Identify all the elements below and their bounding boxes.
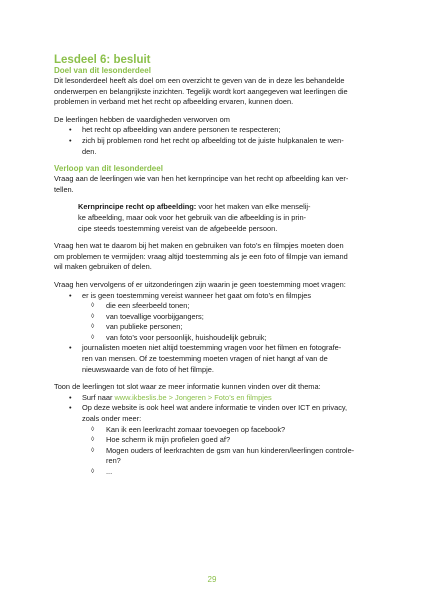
skills-list bbox=[54, 125, 372, 157]
exception-text: journalisten moeten niet altijd toestemming vragen voor het filmen en fotografe- bbox=[82, 343, 342, 353]
skill-text: zich bij problemen rond het recht op afbeelding tot de juiste hulpkanalen te wen- bbox=[82, 135, 344, 145]
info-intro: Toon de leerlingen tot slot waar ze meer informatie kunnen vinden over dit thema: bbox=[54, 382, 321, 392]
skill-text: het recht op afbeelding van andere personen te respecteren; bbox=[82, 125, 281, 135]
sub-item-text: ren? bbox=[106, 456, 121, 466]
bullet-icon: • bbox=[69, 135, 72, 145]
exception-text: nieuwswaarde van de foto of het filmpje. bbox=[82, 364, 214, 374]
exception-item bbox=[54, 291, 372, 302]
text-line: Dit lesonderdeel heeft als doel om een overzicht te geven van de in deze les behandelde bbox=[54, 76, 345, 85]
bullet-icon: • bbox=[69, 403, 72, 413]
text-line: om problemen te vermijden: vraag altijd toestemming als je een foto of filmpje van iemand bbox=[54, 251, 348, 261]
diamond-bullet-icon: ◊ bbox=[91, 323, 95, 331]
principle-text: voor het maken van elke menselij- bbox=[196, 202, 311, 212]
diamond-bullet-icon: ◊ bbox=[91, 333, 95, 341]
sub-item-text: Hoe scherm ik mijn profielen goed af? bbox=[106, 435, 231, 445]
bullet-icon: • bbox=[69, 125, 72, 135]
text-line: wil maken gebruiken of delen. bbox=[54, 262, 152, 272]
ikbeslis-link[interactable]: www.ikbeslis.be > Jongeren > Foto’s en filmpjes bbox=[114, 392, 272, 402]
bullet-icon: • bbox=[69, 392, 72, 402]
sub-item-text: Kan ik een leerkracht zomaar toevoegen op facebook? bbox=[106, 424, 286, 434]
exception-sublist bbox=[54, 301, 372, 343]
info-text: Op deze website is ook heel wat andere informatie te vinden over ICT en privacy, bbox=[82, 403, 348, 413]
info-item bbox=[54, 403, 372, 424]
website-sublist bbox=[54, 425, 372, 478]
section-heading-procedure: Verloop van dit lesonderdeel bbox=[54, 164, 163, 174]
text-line: onderwerpen en belangrijkste inzichten. Tegelijk wordt kort aangegeven wat leerlingen die bbox=[54, 86, 348, 96]
info-text: zoals onder meer: bbox=[82, 414, 142, 424]
sub-item bbox=[54, 301, 372, 312]
bullet-icon: • bbox=[69, 343, 72, 353]
principle-line bbox=[78, 202, 342, 213]
skill-item bbox=[54, 136, 372, 157]
skills-intro: De leerlingen hebben de vaardigheden verworven om bbox=[54, 114, 230, 124]
sub-item bbox=[54, 322, 372, 333]
text-line: tellen. bbox=[54, 184, 74, 194]
question-paragraph bbox=[54, 174, 372, 195]
diamond-bullet-icon: ◊ bbox=[91, 312, 95, 320]
principle-line: cipe steeds toestemming vereist van de afgebeelde persoon. bbox=[78, 223, 278, 233]
sub-item-text: van publieke personen; bbox=[106, 322, 183, 332]
sub-item bbox=[54, 333, 372, 344]
sub-item-text: ... bbox=[106, 467, 113, 476]
sub-item-text: die een sfeerbeeld tonen; bbox=[106, 301, 190, 311]
text-line: Vraag hen wat te daarom bij het maken en gebruiken van foto’s en filmpjes moeten doen bbox=[54, 241, 344, 251]
info-item bbox=[54, 393, 372, 404]
sub-item bbox=[54, 425, 372, 436]
consent-paragraph bbox=[54, 241, 372, 273]
principle-label: Kernprincipe recht op afbeelding: bbox=[78, 202, 197, 212]
sub-item-text: Mogen ouders of leerkrachten de gsm van hun kinderen/leerlingen controle- bbox=[106, 445, 355, 455]
diamond-bullet-icon: ◊ bbox=[91, 425, 95, 433]
sub-item bbox=[54, 467, 372, 478]
exceptions-intro: Vraag hen vervolgens of er uitzonderingen zijn waarin je geen toestemming moet vragen: bbox=[54, 279, 346, 289]
section-heading-goal: Doel van dit lesonderdeel bbox=[54, 66, 151, 75]
diamond-bullet-icon: ◊ bbox=[91, 446, 95, 454]
principle-line: ke afbeelding, maar ook voor het gebruik van die afbeelding is in prin- bbox=[78, 212, 307, 222]
exception-text: er is geen toestemming vereist wanneer het gaat om foto’s en filmpjes bbox=[82, 290, 312, 300]
sub-item-text: van foto’s voor persoonlijk, huishoudelijk gebruik; bbox=[106, 332, 267, 342]
exception-item bbox=[54, 343, 372, 375]
sub-item bbox=[54, 435, 372, 446]
sub-item bbox=[54, 312, 372, 323]
diamond-bullet-icon: ◊ bbox=[91, 436, 95, 444]
info-list bbox=[54, 393, 372, 425]
exceptions-list bbox=[54, 291, 372, 302]
core-principle-box bbox=[54, 202, 372, 234]
page-content bbox=[54, 54, 372, 478]
text-line: Vraag aan de leerlingen wie van hen het kernprincipe van het recht op afbeelding kan ver- bbox=[54, 174, 349, 184]
text-line: problemen in verband met het recht op afbeelding ervaren, kunnen doen. bbox=[54, 97, 294, 107]
sub-item-text: van toevallige voorbijgangers; bbox=[106, 311, 204, 321]
diamond-bullet-icon: ◊ bbox=[91, 468, 95, 475]
bullet-icon: • bbox=[69, 290, 72, 300]
diamond-bullet-icon: ◊ bbox=[91, 302, 95, 310]
skill-text: den. bbox=[82, 146, 97, 156]
surf-prefix: Surf naar bbox=[82, 392, 115, 402]
skill-item bbox=[54, 125, 372, 136]
goal-paragraph bbox=[54, 76, 372, 108]
page-number: 29 bbox=[207, 575, 217, 584]
exceptions-list-continued bbox=[54, 343, 372, 375]
lesson-title: Lesdeel 6: besluit bbox=[54, 54, 151, 66]
sub-item bbox=[54, 446, 372, 467]
exception-text: ren van mensen. Of ze toestemming moeten vragen of niet hangt af van de bbox=[82, 354, 328, 364]
